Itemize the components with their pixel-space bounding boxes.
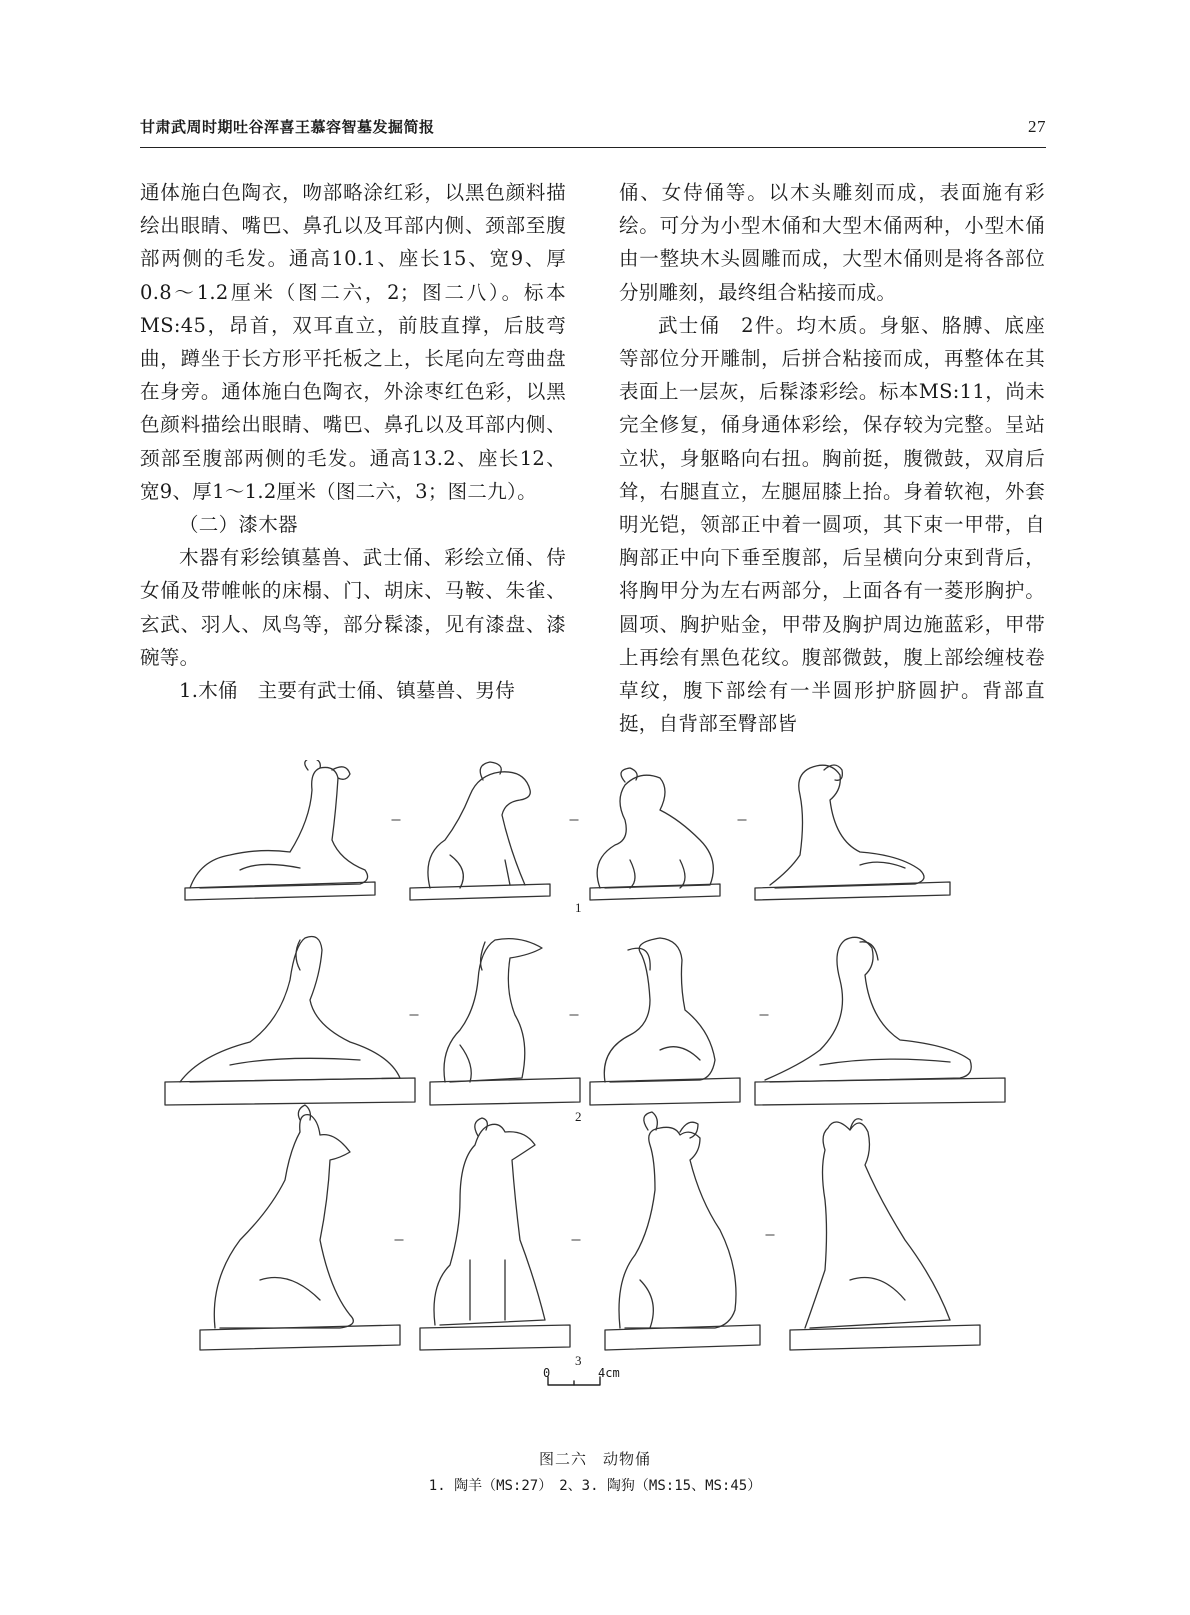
figure-row-number-2: 2 [575,1109,582,1124]
sheep-view-front-left [410,762,550,900]
figure-animal-figurines [160,760,1030,1410]
header-rule [140,147,1046,148]
figure-row-number-1: 1 [575,900,582,915]
paragraph-wooden-figurines-cont: 俑、女侍俑等。以木头雕刻而成，表面施有彩绘。可分为小型木俑和大型木俑两种，小型木俑由一整块木头圆雕而成，大型木俑则是将各部位分别雕刻，最终组合粘接而成。 [619,181,1045,304]
paragraph-lacquer-wood: 木器有彩绘镇墓兽、武士俑、彩绘立俑、侍女俑及带帷帐的床榻、门、胡床、马鞍、朱雀、玄武、羽人、凤鸟等，部分髹漆，见有漆盘、漆碗等。 [140,546,566,669]
right-column [619,176,1045,740]
sheep-view-side-left [185,760,375,900]
figurine-line-drawings [160,760,1030,1410]
paragraph-wooden-figurines-start: 1.木俑 主要有武士俑、镇墓兽、男侍 [179,679,516,703]
dog-ms15-view-side-right [755,937,1005,1105]
sheep-view-back [590,768,720,900]
figure-caption-title: 图二六 动物俑 [538,1450,651,1468]
scale-start-label: 0 [543,1366,551,1380]
journal-title: 甘肃武周时期吐谷浑喜王慕容智墓发掘简报 [140,118,435,136]
view-separator-marks [392,820,774,1240]
scale-end-label: 4cm [598,1366,620,1380]
left-column [140,176,566,707]
dog-ms45-view-left [200,1105,400,1350]
figure-row-number-3: 3 [575,1353,582,1368]
dog-ms15-view-front-left [430,939,580,1105]
section-subheading: （二）漆木器 [179,513,298,537]
dog-ms45-view-front-left [420,1118,570,1350]
paragraph-continuation: 通体施白色陶衣，吻部略涂红彩，以黑色颜料描绘出眼睛、嘴巴、鼻孔以及耳部内侧、颈部至腹部两侧的毛发。通高10.1、座长15、宽9、厚0.8～1.2厘米（图二六，2；图二八）。标本MS:45，昂首，双耳直立，前肢直撑，后肢弯曲，蹲坐于长方形平托板之上，长尾向左弯曲盘在身旁。通体施白色陶衣，外涂枣红色彩，以黑色颜料描绘出眼睛、嘴巴、鼻孔以及耳部内侧、颈部至腹部两侧的毛发。通高13.2、座长12、宽9、厚1～1.2厘米（图二六，3；图二九）。 [140,181,566,503]
dog-ms15-view-front-right [590,938,740,1105]
scale-bar [548,1377,600,1385]
sheep-view-side-right [755,765,950,900]
page-number: 27 [1028,117,1046,136]
dog-ms45-view-back [605,1112,760,1350]
running-header [140,116,1046,137]
figure-caption-detail: 1. 陶羊（MS:27） 2、3. 陶狗（MS:15、MS:45） [428,1478,762,1494]
dog-ms45-view-right [790,1119,980,1350]
paragraph-warrior-figurines: 武士俑 2件。均木质。身躯、胳膊、底座等部位分开雕制，后拼合粘接而成，再整体在其表面上一层灰，后髹漆彩绘。标本MS:11，尚未完全修复，俑身通体彩绘，保存较为完整。呈站立状，身躯略向右扭。胸前挺，腹微鼓，双肩后耸，右腿直立，左腿屈膝上抬。身着软袍，外套明光铠，领部正中着一圆项，其下束一甲带，自胸部正中向下垂至腹部，后呈横向分束到背后，将胸甲分为左右两部分，上面各有一菱形胸护。圆项、胸护贴金，甲带及胸护周边施蓝彩，甲带上再绘有黑色花纹。腹部微鼓，腹上部绘缠枝卷草纹，腹下部绘有一半圆形护脐圆护。背部直挺，自背部至臀部皆 [619,313,1045,736]
dog-ms15-view-side-left [165,937,415,1106]
